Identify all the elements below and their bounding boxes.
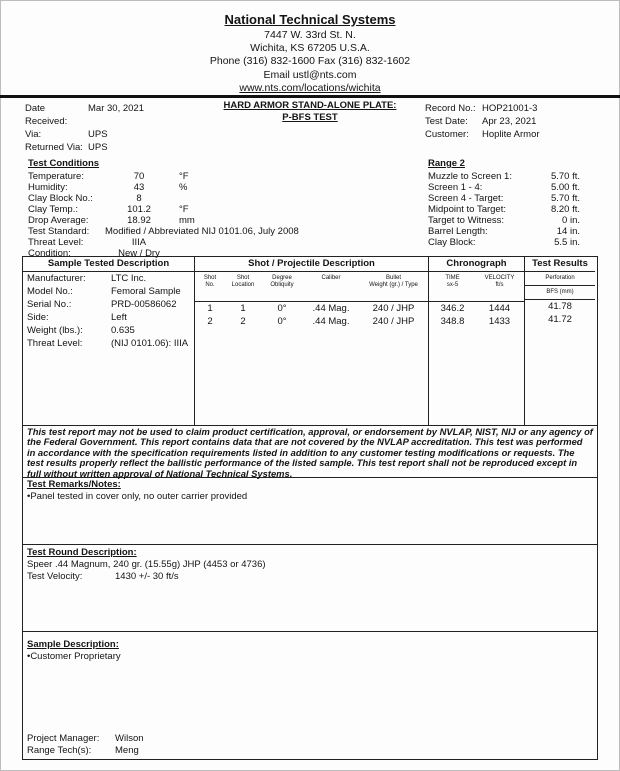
model-no-label: Model No.: [27,286,73,297]
temperature-label: Temperature: [28,171,84,182]
returned-via-label: Returned Via: [25,142,83,153]
test-results-header: Test Results [525,257,595,272]
manufacturer-value: LTC Inc. [111,273,147,284]
clay-temp-value: 101.2 [127,204,151,215]
shot2-bfs-value: 41.72 [548,314,572,325]
test-velocity-row [27,571,593,583]
screen4-target-row [428,193,580,204]
test-conditions-block [28,171,299,259]
side-label: Side: [27,312,49,323]
midpoint-target-value: 8.20 ft. [550,204,580,215]
midpoint-target-row [428,204,580,215]
range-tech-label: Range Tech(s): [27,745,92,756]
shot1-obliquity: 0° [277,303,287,314]
serial-no-row [23,298,194,311]
clay-block-no-row [28,193,299,204]
shot2-velocity: 1433 [488,316,511,327]
range-block [428,171,580,248]
drop-average-value: 18.92 [127,215,151,226]
drop-average-label: Drop Average: [28,215,89,226]
humidity-value: 43 [133,182,145,193]
test-date-row [425,115,540,128]
header-divider-rule [0,95,620,98]
test-round-section [23,544,597,631]
chronograph-row-1 [429,302,524,315]
email-line: Email ustl@nts.com [263,69,357,81]
test-round-spec: Speer .44 Magnum, 240 gr. (15.55g) JHP (4453 or 4736) [27,559,266,570]
shot-projectile-column [195,257,429,425]
clay-block-row [428,237,580,248]
record-no-row [425,102,540,115]
returned-via-row [25,141,144,154]
side-value: Left [111,312,127,323]
side-row [23,311,194,324]
record-no-value: HOP21001-3 [482,103,538,114]
test-remarks-note: •Panel tested in cover only, no outer carrier provided [27,491,248,502]
weight-value: 0.635 [111,325,135,336]
chronograph-row-2 [429,315,524,328]
barrel-length-row [428,226,580,237]
sample-threat-level-row [23,337,194,350]
shot1-bullet: 240 / JHP [372,303,415,314]
drop-average-unit: mm [179,215,195,226]
clay-temp-unit: °F [179,204,189,215]
shot1-time: 346.2 [440,303,465,314]
temperature-row [28,171,299,182]
bfs-colhead: BFS (mm) [525,286,595,300]
velocity-colhead: VELOCITY ft/s [484,275,515,288]
muzzle-screen1-row [428,171,580,182]
chronograph-subheaders [429,272,524,302]
shot2-location: 2 [240,316,246,327]
shot2-time: 348.8 [440,316,465,327]
chronograph-header: Chronograph [429,257,524,272]
test-standard-label: Test Standard: [28,226,90,237]
clay-temp-row [28,204,299,215]
barrel-length-label: Barrel Length: [428,226,488,237]
shot1-bfs-value: 41.78 [548,301,572,312]
via-label: Via: [25,129,42,140]
weight-row [23,324,194,337]
weight-label: Weight (lbs.): [27,325,83,336]
test-remarks-section [23,477,597,544]
test-standard-value: Modified / Abbreviated NIJ 0101.06, July 2008 [105,226,299,237]
screen1-4-label: Screen 1 - 4: [428,182,483,193]
date-received-value: Mar 30, 2021 [88,103,144,114]
humidity-row [28,182,299,193]
phone-fax-line: Phone (316) 832-1600 Fax (316) 832-1602 [209,55,411,67]
range-tech-value: Meng [115,745,139,756]
customer-row [425,128,540,141]
website-link: www.nts.com/locations/wichita [239,82,381,94]
results-table [22,256,598,760]
test-round-heading: Test Round Description: [27,547,137,558]
screen1-4-value: 5.00 ft. [550,182,580,193]
project-manager-value: Wilson [115,733,144,744]
shot-no-colhead: Shot No. [203,275,217,288]
model-no-row [23,285,194,298]
threat-level-value: IIIA [131,237,147,248]
time-colhead: TIME sx-5 [445,275,460,288]
record-meta-block [425,102,540,141]
condition-value: New / Dry [118,248,160,259]
condition-label: Condition: [28,248,71,259]
barrel-length-value: 14 in. [556,226,580,237]
shot2-no: 2 [207,316,213,327]
returned-via-value: UPS [88,142,108,153]
range-tech-row [27,745,144,757]
caliber-colhead: Caliber [321,275,341,281]
test-standard-row [28,226,299,237]
clay-block-value: 5.5 in. [554,237,580,248]
model-no-value: Femoral Sample [111,286,181,297]
shot1-no: 1 [207,303,213,314]
shot-location-colhead: Shot Location [231,275,255,288]
test-velocity-value: 1430 +/- 30 ft/s [115,571,179,582]
midpoint-target-label: Midpoint to Target: [428,204,506,215]
test-conditions-heading: Test Conditions [28,158,100,169]
sample-tested-column [23,257,195,425]
shot1-location: 1 [240,303,246,314]
degree-obliquity-colhead: Degree Obliquity [270,275,294,288]
results-table-columns [23,257,597,425]
via-value: UPS [88,129,108,140]
perforation-colhead: Perforation [525,272,595,286]
address-line-2: Wichita, KS 67205 U.S.A. [250,42,370,54]
sample-description-note: •Customer Proprietary [27,651,121,662]
sample-tested-header: Sample Tested Description [23,257,194,272]
clay-block-no-unit [173,193,179,204]
manufacturer-label: Manufacturer: [27,273,86,284]
via-row [25,128,144,141]
threat-level-label: Threat Level: [28,237,84,248]
temperature-value: 70 [133,171,145,182]
test-date-label: Test Date: [425,116,468,127]
clay-block-no-label: Clay Block No.: [28,193,93,204]
shot2-caliber: .44 Mag. [312,316,350,327]
drop-average-row [28,215,299,226]
disclaimer-text: This test report may not be used to claim product certification, approval, or endorsement by NVLAP, NIST, NIJ or any agency of the Federal Government. This report contains data that are not covered by the NVLAP accreditation. This test was performed in accordance with the specification requirements listed in addition to any customer testing modifications or requests. The test results properly reflect the ballistic performance of the listed sample. This test report shall not be reproduced except in full without written approval of National Technical Systems. [23,425,597,477]
threat-level-row [28,237,299,248]
temperature-unit: °F [179,171,189,182]
screen4-target-label: Screen 4 - Target: [428,193,504,204]
shot2-bullet: 240 / JHP [372,316,415,327]
target-witness-label: Target to Witness: [428,215,505,226]
project-manager-label: Project Manager: [27,733,100,744]
sample-threat-level-label: Threat Level: [27,338,83,349]
report-title: HARD ARMOR STAND-ALONE PLATE: [223,100,397,111]
muzzle-screen1-label: Muzzle to Screen 1: [428,171,512,182]
chronograph-column [429,257,525,425]
test-date-value: Apr 23, 2021 [482,116,537,127]
customer-label: Customer: [425,129,469,140]
manufacturer-row [23,272,194,285]
shot1-velocity: 1444 [488,303,511,314]
test-velocity-label: Test Velocity: [27,571,83,582]
screen1-4-row [428,182,580,193]
screen4-target-value: 5.70 ft. [550,193,580,204]
sample-threat-level-value: (NIJ 0101.06): IIIA [111,338,189,349]
humidity-unit: % [179,182,188,193]
customer-value: Hoplite Armor [482,129,540,140]
record-no-label: Record No.: [425,103,476,114]
sample-description-heading: Sample Description: [27,639,119,650]
test-results-column [525,257,595,425]
range-heading: Range 2 [428,158,465,169]
shot2-obliquity: 0° [277,316,287,327]
bullet-colhead: Bullet Weight (gr.) / Type [369,275,418,288]
serial-no-value: PRD-00586062 [111,299,177,310]
serial-no-label: Serial No.: [27,299,72,310]
sample-description-section [23,631,597,759]
shot-row-2 [195,315,428,328]
clay-temp-label: Clay Temp.: [28,204,78,215]
target-witness-value: 0 in. [562,215,580,226]
signoff-block [27,733,144,757]
project-manager-row [27,733,144,745]
test-remarks-heading: Test Remarks/Notes: [27,479,121,490]
shot1-caliber: .44 Mag. [312,303,350,314]
report-subtitle: P-BFS TEST [282,112,338,123]
company-name: National Technical Systems [224,12,396,27]
address-line-1: 7447 W. 33rd St. N. [264,29,356,41]
shot-row-1 [195,302,428,315]
date-received-label: Date Received: [25,103,68,127]
shot-projectile-header: Shot / Projectile Description [195,257,428,272]
clay-block-label: Clay Block: [428,237,476,248]
humidity-label: Humidity: [28,182,68,193]
receipt-meta-block [25,102,144,154]
target-witness-row [428,215,580,226]
muzzle-screen1-value: 5.70 ft. [550,171,580,182]
date-received-row [25,102,144,128]
clay-block-no-value: 8 [136,193,142,204]
shot-subheaders [195,272,428,302]
